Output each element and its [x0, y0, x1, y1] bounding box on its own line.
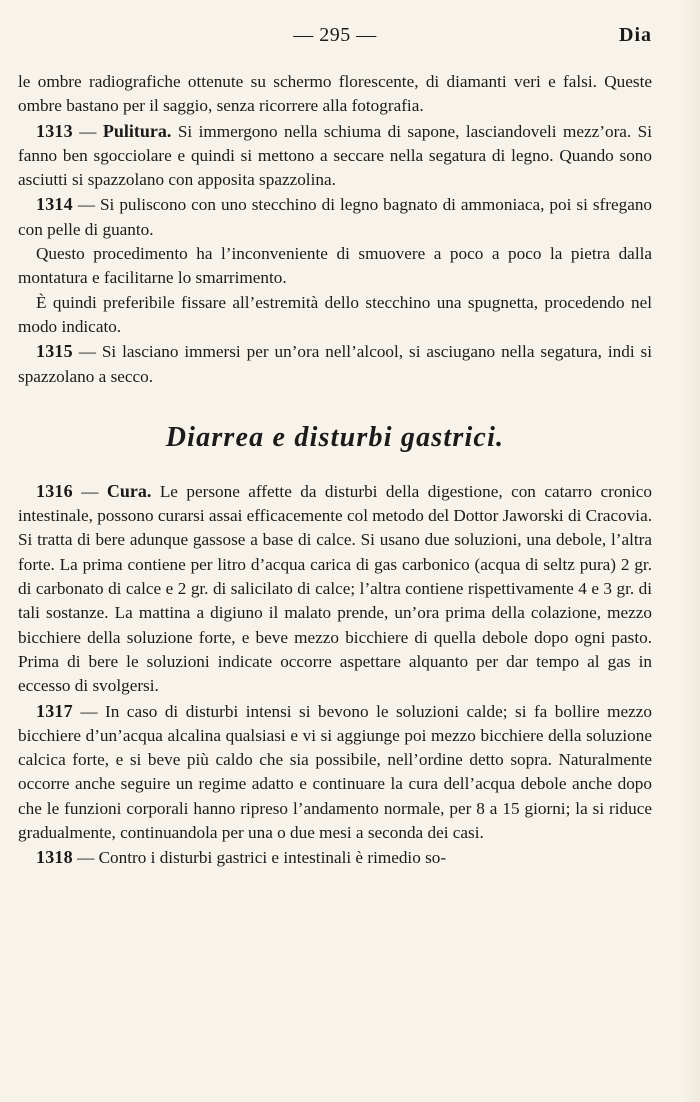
dash-separator: —: [80, 701, 105, 721]
dash-separator: —: [81, 481, 107, 501]
paragraph-preferable: [18, 291, 652, 340]
paragraph-text: Si lasciano immersi per un’ora nell’alcool, si asciugano nella segatura, indi si spazzolano a secco.: [18, 342, 653, 386]
running-head: Dia: [619, 24, 652, 46]
paragraph-1316: [18, 479, 652, 699]
paragraph-text: le ombre radiografiche ottenute su schermo florescente, di diamanti veri e falsi. Queste ombre bastano per il saggio, senza ricorrere alla fotografia.: [18, 72, 652, 116]
entry-number: 1313: [36, 120, 73, 141]
paragraph-1317: [18, 699, 652, 846]
entry-number: 1316: [36, 480, 73, 501]
paragraph-1313: [18, 119, 652, 193]
dash-separator: —: [77, 195, 100, 215]
page-body: [18, 70, 652, 871]
paragraph-text: È quindi preferibile fissare all’estremità dello stecchino una spugnetta, procedendo nel modo indicato.: [18, 292, 652, 336]
paragraph-1318: [18, 845, 652, 870]
entry-number: 1314: [36, 194, 73, 215]
dash-separator: —: [77, 848, 99, 868]
dash-separator: —: [78, 342, 102, 362]
paragraph-text: Questo procedimento ha l’inconveniente di smuovere a poco a poco la pietra dalla montatura e facilitarne lo smarrimento.: [18, 244, 652, 288]
section-title: Diarrea e disturbi gastrici.: [165, 421, 505, 453]
paragraph-text: Si puliscono con uno stecchino di legno bagnato di ammoniaca, poi si sfregano con pelle di guanto.: [18, 195, 653, 239]
entry-number: 1315: [36, 341, 73, 362]
paragraph-inconvenience: [18, 242, 652, 291]
page-header: [18, 24, 652, 54]
entry-number: 1318: [36, 847, 73, 868]
dash-separator: —: [79, 121, 103, 141]
paragraph-text: In caso di disturbi intensi si bevono le soluzioni calde; si fa bollire mezzo bicchiere d’un’acqua alcalina qualsiasi e vi si aggiunge poi mezzo bicchiere della soluzione calcica forte, e si beve più caldo che sia possibile, nell’ordine detto sopra. Naturalmente occorre anche seguire un regime adatto e continuare la cura dell’acqua debole anche dopo che le funzioni corporali hanno ripreso l’andamento normale, per 8 a 15 giorni; la si riduce gradualmente, continuandola per una o due mesi a seconda dei casi.: [18, 701, 653, 843]
paragraph-continuation: [18, 70, 652, 119]
paragraph-text: Contro i disturbi gastrici e intestinali è rimedio so-: [98, 848, 447, 868]
paragraph-1314: [18, 192, 652, 242]
entry-number: 1317: [36, 700, 73, 721]
entry-keyword: Pulitura.: [102, 120, 172, 141]
paragraph-text: Si immergono nella schiuma di sapone, lasciandoveli mezz’ora. Si fanno ben sgocciolare e quindi si mettono a seccare nella segatura di legno. Quando sono asciutti si spazzolano con apposita spazzolina.: [18, 121, 653, 190]
entry-keyword: Cura.: [106, 480, 152, 501]
paragraph-text: Le persone affette da disturbi della digestione, con catarro cronico intestinale, possono curarsi assai efficacemente col metodo del Dottor Jaworski di Cracovia. Si tratta di bere adunque gassose a base di calce. Si usano due soluzioni, una debole, l’altra forte. La prima contiene per litro d’acqua carica di gas carbonico (acqua di seltz pura) 2 gr. di carbonato di calce e 2 gr. di salicilato di calce; l’altra contiene rispettivamente 4 e 3 gr. di tali sostanze. La mattina a digiuno il malato prende, un’ora prima della colazione, mezzo bicchiere della soluzione forte, e beve mezzo bicchiere di quella debole dopo ogni pasto. Prima di bere le soluzioni indicate occorre aspettare alquanto per dar tempo al gas in eccesso di svolgersi.: [18, 481, 653, 696]
paragraph-1315: [18, 339, 652, 389]
page-number: — 295 —: [293, 24, 377, 46]
